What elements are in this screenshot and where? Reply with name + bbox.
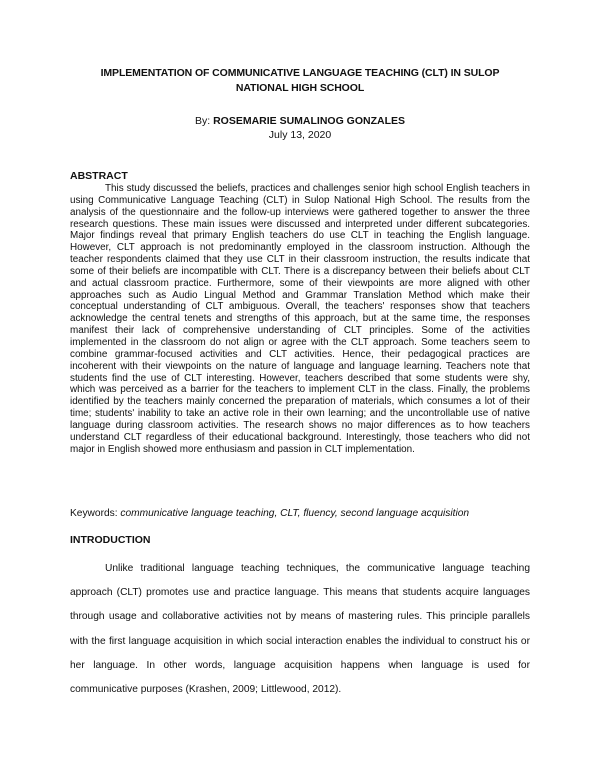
by-label: By: bbox=[194, 115, 211, 127]
keywords-label: Keywords: bbox=[70, 508, 118, 519]
keywords-line bbox=[70, 507, 530, 521]
introduction-heading: INTRODUCTION bbox=[70, 534, 151, 546]
author-name: ROSEMARIE SUMALINOG GONZALES bbox=[213, 115, 406, 127]
abstract-body: This study discussed the beliefs, practices and challenges senior high school English teachers in using Communicative Language Teaching (CLT) in Sulop National High School. The results from the analysis of the questionnaire and the follow-up interviews were gathered together to answer the three research questions. These main issues were discussed and interpreted under different subcategories. Major findings reveal that primary English teachers do use CLT in teaching the English language. However, CLT approach is not predominantly employed in the classroom instruction. Although the teacher respondents claimed that they use CLT in their classroom instruction, the results indicate that some of their beliefs are incompatible with CLT. There is a discrepancy between their beliefs about CLT and actual classroom practice. Furthermore, some of their viewpoints are more aligned with other approaches such as Audio Lingual Method and Grammar Translation Method which make their conceptual understanding of CLT ambiguous. Overall, the teachers' responses show that teachers acknowledge the central tenets and strengths of this approach, but at the same time, the responses manifest their lack of comprehensive understanding of CLT principles. Some of the activities implemented in the classroom do not align or agree with the CLT approach. Some teachers seem to combine grammar-focused activities and CLT activities. Hence, their pedagogical practices are incoherent with their viewpoints on the nature of language and language learning. Teachers note that students find the use of CLT interesting. However, teachers described that some students were shy, which was perceived as a barrier for the teachers to implement CLT in the class. Finally, the problems identified by the teachers mainly concerned the preparation of materials, which consumes a lot of their time; students' inability to take an active role in their own learning; and the uncontrollable use of native language during classroom activities. The research shows no major differences as to how teachers understand CLT regardless of their educational background. Interestingly, those teachers who did not major in English showed more enthusiasm and passion in CLT implementation. bbox=[70, 183, 530, 455]
byline bbox=[80, 114, 520, 128]
abstract-heading: ABSTRACT bbox=[70, 170, 128, 182]
keywords-terms: communicative language teaching, CLT, fluency, second language acquisition bbox=[120, 508, 470, 519]
introduction-body: Unlike traditional language teaching techniques, the communicative language teaching approach (CLT) promotes use and practice language. This means that students acquire languages through usage and collaborative activities not by means of mastering rules. This principle parallels with the first language acquisition in which social interaction enables the individual to construct his or her language. In other words, language acquisition happens when language is used for communicative purposes (Krashen, 2009; Littlewood, 2012). bbox=[70, 563, 530, 696]
paper-title: IMPLEMENTATION OF COMMUNICATIVE LANGUAGE TEACHING (CLT) IN SULOP NATIONAL HIGH SCHOOL bbox=[100, 67, 500, 94]
publication-date: July 13, 2020 bbox=[268, 129, 332, 141]
